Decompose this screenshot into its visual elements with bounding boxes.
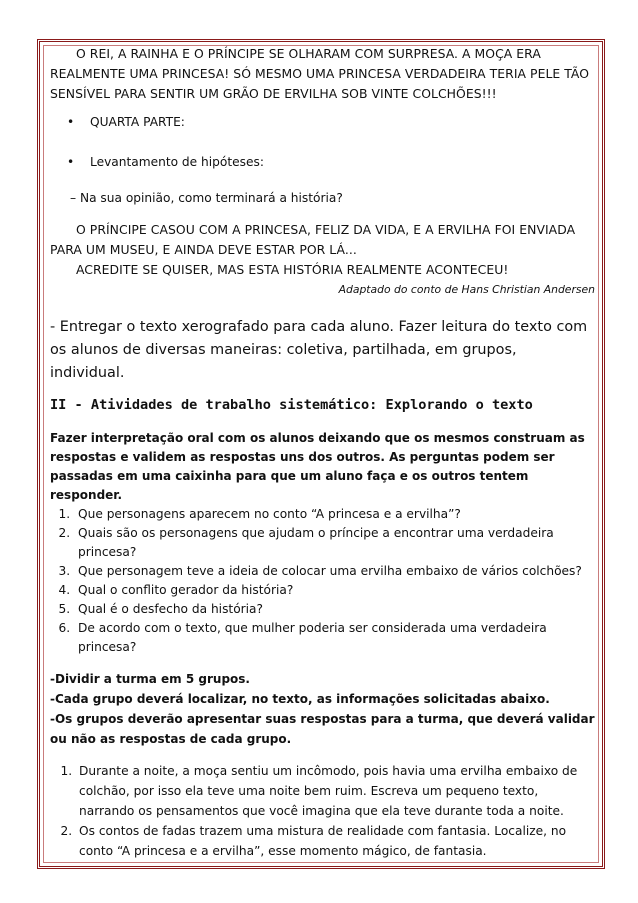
story-closing-line: ACREDITE SE QUISER, MAS ESTA HISTÓRIA REALMENTE ACONTECEU! xyxy=(76,262,509,277)
bullet-list xyxy=(50,112,595,172)
instruction-line: -Dividir a turma em 5 grupos. xyxy=(50,672,250,686)
section-heading: II - Atividades de trabalho sistemático: Explorando o texto xyxy=(50,397,533,413)
list-item: 2. Os contos de fadas trazem uma mistura de realidade com fantasia. Localize, no conto “A princesa e a ervilha”, esse momento mágico, de fantasia. xyxy=(76,821,595,861)
list-item: 6. De acordo com o texto, que mulher poderia ser considerada uma verdadeira princesa? xyxy=(74,619,595,657)
bullet-item-quarta-parte: • QUARTA PARTE: xyxy=(50,112,595,132)
list-item: 1. Durante a noite, a moça sentiu um incômodo, pois havia uma ervilha embaixo de colchão, por isso ela teve uma noite bem ruim. Escreva um pequeno texto, narrando os pensamentos que você imagina que ela teve durante toda a noite. xyxy=(76,761,595,821)
list-item: 4. Qual o conflito gerador da história? xyxy=(74,581,595,600)
group-tasks xyxy=(50,761,595,861)
instruction-line: -Os grupos deverão apresentar suas respostas para a turma, que deverá validar ou não as respostas de cada grupo. xyxy=(50,712,595,746)
group-instructions xyxy=(50,669,595,749)
list-item: 5. Qual é o desfecho da história? xyxy=(74,600,595,619)
instruction-line: -Cada grupo deverá localizar, no texto, as informações solicitadas abaixo. xyxy=(50,692,550,706)
hypothesis-question: – Na sua opinião, como terminará a história? xyxy=(70,191,343,205)
story-ending-paragraph: O PRÍNCIPE CASOU COM A PRINCESA, FELIZ DA VIDA, E A ERVILHA FOI ENVIADA PARA UM MUSEU, E AINDA DEVE ESTAR POR LÁ... xyxy=(50,222,576,257)
source-credit: Adaptado do conto de Hans Christian Andersen xyxy=(338,283,595,296)
interpretation-questions xyxy=(50,505,595,657)
list-item: 2. Quais são os personagens que ajudam o príncipe a encontrar uma verdadeira princesa? xyxy=(74,524,595,562)
bullet-item-hipoteses: • Levantamento de hipóteses: xyxy=(50,152,595,172)
page-content xyxy=(50,44,595,861)
list-item: 3. Que personagem teve a ideia de colocar uma ervilha embaixo de vários colchões? xyxy=(74,562,595,581)
list-item: 1. Que personagens aparecem no conto “A princesa e a ervilha”? xyxy=(74,505,595,524)
interpretation-intro: Fazer interpretação oral com os alunos deixando que os mesmos construam as respostas e validem as respostas uns dos outros. As perguntas podem ser passadas em uma caixinha para que um aluno faça e os outros tentem responder. xyxy=(50,431,585,502)
reading-instruction: - Entregar o texto xerografado para cada aluno. Fazer leitura do texto com os alunos de diversas maneiras: coletiva, partilhada, em grupos, individual. xyxy=(50,319,588,381)
story-paragraph: O REI, A RAINHA E O PRÍNCIPE SE OLHARAM COM SURPRESA. A MOÇA ERA REALMENTE UMA PRINCESA! SÓ MESMO UMA PRINCESA VERDADEIRA TERIA PELE TÃO SENSÍVEL PARA SENTIR UM GRÃO DE ERVILHA SOB VINTE COLCHÕES!!! xyxy=(50,46,590,101)
